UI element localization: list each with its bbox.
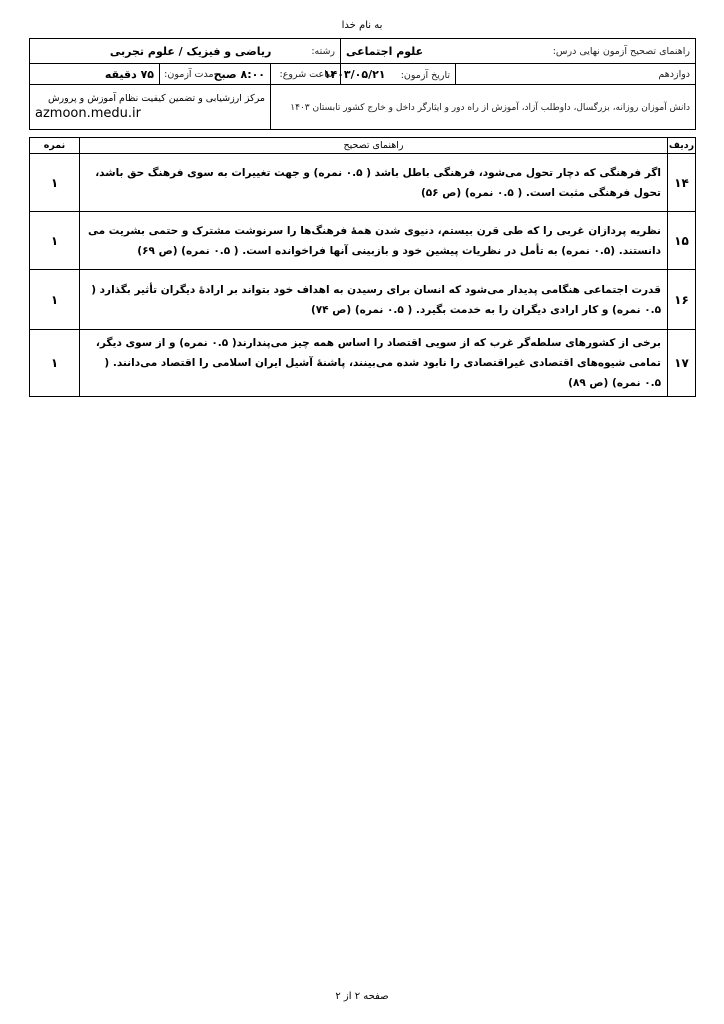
table-row <box>30 212 696 270</box>
center-name: مرکز ارزشیابی و تضمین کیفیت نظام آموزش و پرورش <box>47 93 266 104</box>
duration-cell <box>30 64 160 85</box>
table-row <box>30 270 696 330</box>
grade: دوازدهم <box>658 68 691 80</box>
date-label: تاریخ آزمون: <box>400 69 451 81</box>
date-cell <box>323 64 456 85</box>
start-time: ۸:۰۰ صبح <box>213 67 266 81</box>
row-score: ۱ <box>30 330 80 397</box>
course-name: علوم اجتماعی <box>346 44 424 58</box>
duration: ۷۵ دقیقه <box>104 67 155 81</box>
row-score: ۱ <box>30 154 80 212</box>
row-score: ۱ <box>30 212 80 270</box>
start-value-cell <box>160 64 271 85</box>
page-footer: صفحه ۲ از ۲ <box>335 991 389 1002</box>
row-number: ۱۷ <box>668 330 696 397</box>
row-number: ۱۴ <box>668 154 696 212</box>
answer-text: نظریه پردازان غربی را که طی قرن بیستم، دنیوی شدن همهٔ فرهنگ‌ها را سرنوشت مشترک و حتمی بشریت می دانستند. (۰.۵ نمره) به تأمل در نظریات پیشین خود و بازبینی آنها فراخوانده است. ( ۰.۵ نمره) (ص ۶۹) <box>80 212 668 270</box>
guide-label: راهنمای تصحیح آزمون نهایی درس: <box>552 45 691 57</box>
field-name: ریاضی و فیزیک / علوم تجربی <box>109 44 272 58</box>
page-title: به نام خدا <box>341 20 383 31</box>
field-label: رشته: <box>311 45 336 57</box>
answer-text: قدرت اجتماعی هنگامی پدیدار می‌شود که انسان برای رسیدن به اهداف خود بتواند بر ارادهٔ دیگران تأثیر بگذارد ( ۰.۵ نمره) و کار ارادی دیگران را به خدمت بگیرد. ( ۰.۵ نمره) (ص ۷۴) <box>80 270 668 330</box>
col-guide-header: راهنمای تصحیح <box>80 138 668 154</box>
exam-date: ۱۴۰۳/۰۵/۲۱ <box>323 67 386 81</box>
answer-table <box>29 137 696 397</box>
row-number: ۱۵ <box>668 212 696 270</box>
answer-text: اگر فرهنگی که دچار تحول می‌شود، فرهنگی باطل باشد ( ۰.۵ نمره) و جهت تغییرات به سوی فرهنگ حق باشد، تحول فرهنگی مثبت است. ( ۰.۵ نمره) (ص ۵۶) <box>80 154 668 212</box>
start-label-cell <box>271 64 341 85</box>
start-label: ساعت شروع: <box>279 68 336 80</box>
site-link: azmoon.medu.ir <box>35 106 141 121</box>
center-cell <box>30 85 271 130</box>
field-cell <box>30 39 341 64</box>
course-cell <box>341 39 696 64</box>
col-score-header: نمره <box>30 138 80 154</box>
exam-header-table <box>29 38 696 130</box>
duration-label: مدت آزمون: <box>164 68 214 80</box>
table-row <box>30 330 696 397</box>
table-row <box>30 154 696 212</box>
students-text: دانش آموزان روزانه، بزرگسال، داوطلب آزاد، آموزش از راه دور و ایثارگر داخل و خارج کشور تابستان ۱۴۰۳ <box>290 102 691 113</box>
students-cell <box>271 85 696 130</box>
grade-cell <box>456 64 696 85</box>
answer-text: برخی از کشورهای سلطه‌گر غرب که از سویی اقتصاد را اساس همه چیز می‌پندارند( ۰.۵ نمره) و از سوی دیگر، تمامی شیوه‌های اقتصادی غیراقتصادی را نابود شده می‌بینند، پاشنهٔ آشیل ایران اسلامی را اقتصاد می‌دانند. ( ۰.۵ نمره) (ص ۸۹) <box>80 330 668 397</box>
row-number: ۱۶ <box>668 270 696 330</box>
col-row-header: ردیف <box>668 138 696 154</box>
row-score: ۱ <box>30 270 80 330</box>
